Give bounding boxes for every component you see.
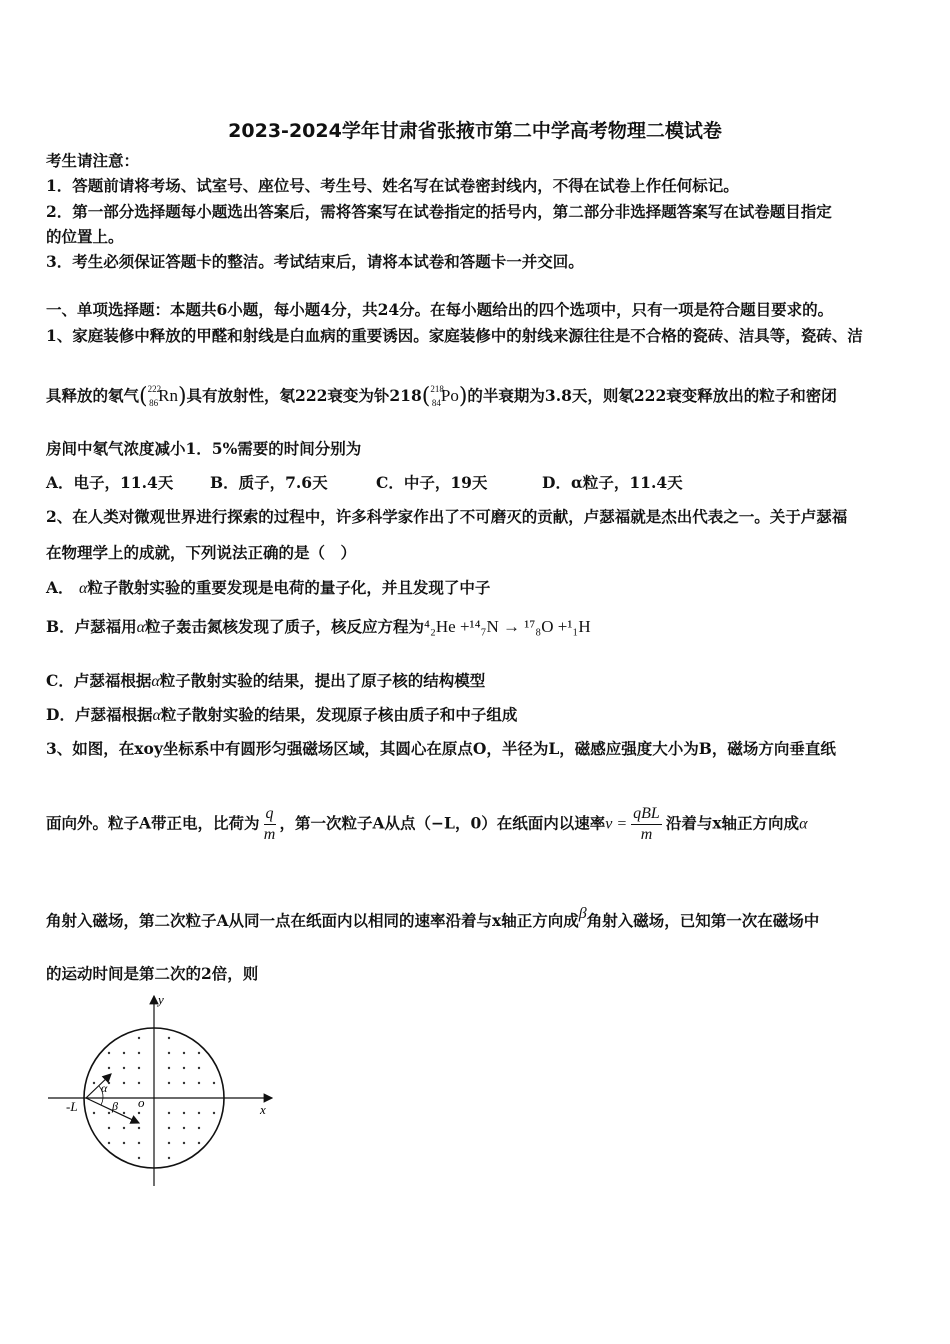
field-dot [183,1067,185,1069]
polonium-isotope [430,384,459,408]
field-dot [123,1067,125,1069]
q3-text: 角射入磁场，已知第一次在磁场中 [586,911,820,930]
field-dot [93,1082,95,1084]
option-text: 粒子散射实验的重要发现是电荷的量子化，并且发现了中子 [87,578,491,597]
magnetic-field-diagram [44,990,284,1190]
field-dot [213,1082,215,1084]
field-dot [108,1067,110,1069]
q3-stem-line: 的运动时间是第二次的2倍，则 [46,964,259,983]
option-label: C．卢瑟福根据 [46,671,152,690]
field-dot [168,1112,170,1114]
beta-symbol: β [578,905,587,922]
beta-angle-arc [101,1098,103,1105]
field-dot [123,1082,125,1084]
velocity-symbol: v = [605,815,628,833]
field-dot [138,1142,140,1144]
option-text: 粒子散射实验的结果，提出了原子核的结构模型 [159,671,486,690]
field-dot [138,1157,140,1159]
field-dot [213,1112,215,1114]
neg-L-label: -L [66,1099,78,1114]
isotope-number: 86 [149,398,159,408]
q1-option-b[interactable]: B．质子，7.6天 [210,473,328,492]
option-text: 粒子轰击氮核发现了质子，核反应方程为 [145,617,425,636]
field-dot [138,1127,140,1129]
field-dot [138,1112,140,1114]
alpha-symbol: α [151,673,160,690]
field-dot [138,1082,140,1084]
nuclear-reaction-equation: ⁴₂He +¹⁴₇N → ¹⁷₈O +¹₁H [424,617,591,636]
velocity-fraction [631,806,662,843]
charge-mass-ratio [264,806,276,843]
exam-title: 2023-2024学年甘肃省张掖市第二中学高考物理二模试卷 [228,120,722,142]
field-dot [183,1082,185,1084]
field-dot [108,1127,110,1129]
alpha-symbol: α [78,580,88,597]
origin-label: o [138,1095,145,1110]
option-label: B．卢瑟福用 [46,617,137,636]
isotope-symbol: Po [440,386,459,405]
field-dot [183,1127,185,1129]
field-dot [123,1127,125,1129]
field-dot [138,1052,140,1054]
field-dot [198,1067,200,1069]
q2-stem-line: 在物理学上的成就，下列说法正确的是（ ） [46,543,357,562]
q3-stem-line: 3、如图，在xoy坐标系中有圆形匀强磁场区域，其圆心在原点O，半径为L，磁感应强度大小为B，磁场方向垂直纸 [46,739,836,758]
field-dot [108,1052,110,1054]
q1-stem-line: 1、家庭装修中释放的甲醛和射线是白血病的重要诱因。家庭装修中的射线来源往往是不合格的瓷砖、洁具等，瓷砖、洁 [46,326,863,345]
notice-item: 1．答题前请将考场、试室号、座位号、考生号、姓名写在试卷密封线内，不得在试卷上作任何标记。 [46,176,739,195]
alpha-symbol: α [136,619,146,636]
q1-option-a[interactable]: A．电子，11.4天 [46,473,174,492]
q2-option-a[interactable] [46,580,490,597]
q1-option-d[interactable]: D．α粒子，11.4天 [542,473,683,492]
q1-stem-line: 房间中氡气浓度减小1．5%需要的时间分别为 [46,439,362,458]
q3-text: 角射入磁场，第二次粒子A从同一点在纸面内以相同的速率沿着与x轴正方向成 [46,911,579,930]
alpha-symbol: α [799,815,808,833]
isotope-mass: 218 [430,384,444,394]
isotope-number: 84 [431,398,441,408]
notice-item: 的位置上。 [46,227,124,246]
section-heading: 一、单项选择题：本题共6小题，每小题4分，共24分。在每小题给出的四个选项中，只有一项是符合题目要求的。 [46,300,834,319]
q3-text: 沿着与x轴正方向成 [665,813,800,833]
field-dot [138,1067,140,1069]
field-dot [123,1142,125,1144]
q2-option-c[interactable] [46,673,485,690]
fraction-denominator: m [263,826,276,843]
q2-stem-line: 2、在人类对微观世界进行探索的过程中，许多科学家作出了不可磨灭的贡献，卢瑟福就是杰出代表之一。关于卢瑟福 [46,507,848,526]
alpha-symbol: α [152,707,161,724]
q1-text: 具有放射性，氡222衰变为钋218 [186,386,422,405]
option-label: D．卢瑟福根据 [46,705,153,724]
fraction-denominator: m [640,826,653,843]
q3-text: 面向外。粒子A带正电，比荷为 [46,813,260,833]
field-dot [168,1067,170,1069]
field-dot [138,1037,140,1039]
fraction-numerator: q [264,806,276,825]
field-dot [183,1052,185,1054]
field-dot [123,1112,125,1114]
field-dot [198,1052,200,1054]
option-text: 粒子散射实验的结果，发现原子核由质子和中子组成 [160,705,518,724]
field-dot [123,1052,125,1054]
field-dot [168,1157,170,1159]
notice-heading: 考生请注意： [46,151,140,170]
field-dot [108,1112,110,1114]
field-dot [108,1142,110,1144]
radon-isotope [147,384,178,408]
q1-option-c[interactable]: C．中子，19天 [376,473,488,492]
field-dot [168,1037,170,1039]
q1-text: 的半衰期为3.8天，则氡222衰变释放出的粒子和密闭 [467,386,837,405]
field-dot [183,1142,185,1144]
q3-stem-line [46,905,820,930]
alpha-label: α [101,1081,108,1095]
q2-option-b[interactable] [46,618,591,636]
option-label: A． [46,578,74,597]
field-dot [198,1127,200,1129]
field-dot [168,1142,170,1144]
field-dot [93,1112,95,1114]
notice-item: 3．考生必须保证答题卡的整洁。考试结束后，请将本试卷和答题卡一并交回。 [46,252,584,271]
q1-stem-line: 具释放的氡气($^{222}_{86}$Rn)具有放射性，氡222衰变为钋218($^{218}_{84}$Po)的半衰期为3.8天，则氡222衰变释放出的粒子和密闭 [46,384,837,409]
q3-stem-line [46,806,807,843]
field-dot [168,1082,170,1084]
field-dot [168,1052,170,1054]
field-dot [168,1127,170,1129]
y-axis-label: y [158,992,164,1007]
beta-label: β [112,1099,118,1113]
field-dot [198,1112,200,1114]
fraction-numerator: qBL [631,806,662,825]
q3-text: ，第一次粒子A从点（−L，0）在纸面内以速率 [279,813,606,833]
field-dot [183,1112,185,1114]
isotope-mass: 222 [147,384,162,394]
field-dot [198,1082,200,1084]
isotope-symbol: Rn [158,386,178,405]
q2-option-d[interactable] [46,707,517,724]
field-dot [198,1142,200,1144]
x-axis-label: x [260,1102,266,1117]
notice-item: 2．第一部分选择题每小题选出答案后，需将答案写在试卷指定的括号内，第二部分非选择题答案写在试卷题目指定 [46,202,832,221]
field-dot [108,1082,110,1084]
q1-text: 具释放的氡气 [46,386,140,405]
